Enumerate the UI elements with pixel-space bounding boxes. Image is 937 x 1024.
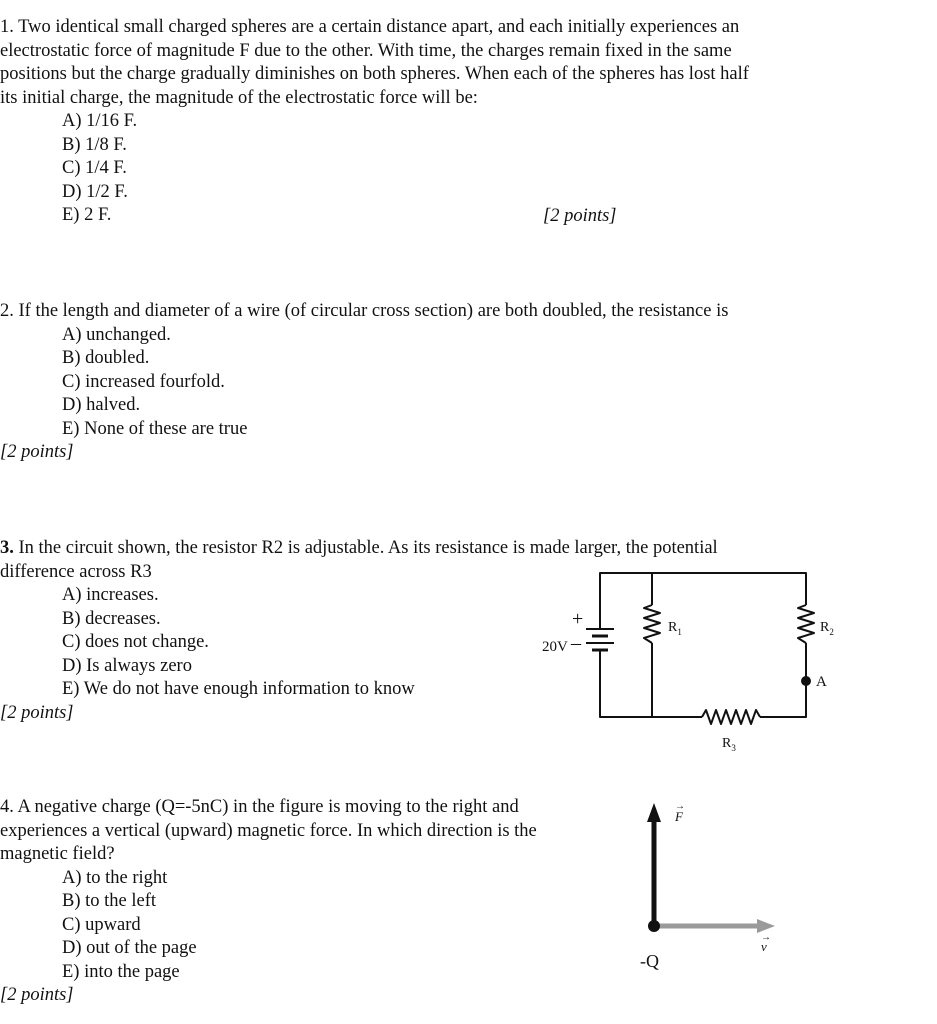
question-1-text-line: 1. Two identical small charged spheres are a certain distance apart, and each initially experiences an xyxy=(0,17,740,37)
option-c[interactable]: C) does not change. xyxy=(62,632,209,652)
question-3-points: [2 points] xyxy=(0,702,74,723)
question-3-text: In the circuit shown, the resistor R2 is adjustable. As its resistance is made larger, the potential xyxy=(13,538,718,558)
velocity-vector-mark: → xyxy=(761,932,771,943)
wire xyxy=(600,573,806,623)
option-c[interactable]: C) upward xyxy=(62,914,141,935)
battery-label: 20V xyxy=(542,639,568,655)
r1-subscript: 1 xyxy=(677,627,682,637)
node-a-dot xyxy=(801,676,811,686)
option-b[interactable]: B) 1/8 F. xyxy=(62,134,127,155)
option-a[interactable]: A) 1/16 F. xyxy=(62,111,138,131)
resistor-r2 xyxy=(798,605,814,643)
question-4 xyxy=(0,796,537,1008)
node-a-label: A xyxy=(816,674,827,690)
r3-letter: R xyxy=(722,736,732,751)
wire xyxy=(760,683,806,717)
r2-label xyxy=(820,620,834,637)
r3-label xyxy=(722,736,736,753)
question-1-text-line: positions but the charge gradually diminishes on both spheres. When each of the spheres has lost half xyxy=(0,64,749,84)
velocity-letter: v xyxy=(761,939,767,954)
question-2-points: [2 points] xyxy=(0,442,74,462)
option-b[interactable]: B) to the left xyxy=(62,891,157,911)
r1-letter: R xyxy=(668,620,678,635)
option-d[interactable]: D) 1/2 F. xyxy=(62,181,128,202)
question-4-text-line: magnetic field? xyxy=(0,844,115,864)
question-1-text-line: electrostatic force of magnitude F due to the other. With time, the charges remain fixed in the same xyxy=(0,40,732,61)
option-a[interactable]: A) unchanged. xyxy=(62,324,171,345)
question-2 xyxy=(0,300,728,465)
question-1-options xyxy=(0,110,749,228)
option-d[interactable]: D) out of the page xyxy=(62,938,197,958)
charge-dot xyxy=(648,920,660,932)
resistor-r1 xyxy=(644,605,660,643)
battery-plus: + xyxy=(572,608,584,630)
option-e[interactable]: E) 2 F. xyxy=(62,205,112,225)
question-3-text-line xyxy=(0,537,718,561)
question-4-points: [2 points] xyxy=(0,985,74,1005)
r2-subscript: 2 xyxy=(829,627,834,637)
question-3-number: 3. xyxy=(0,538,14,558)
force-letter: F xyxy=(675,809,683,824)
option-c[interactable]: C) increased fourfold. xyxy=(62,371,225,392)
force-vector-mark: → xyxy=(675,801,685,812)
option-c[interactable]: C) 1/4 F. xyxy=(62,158,127,178)
resistor-r3 xyxy=(702,710,760,724)
question-2-text-line: 2. If the length and diameter of a wire (of circular cross section) are both doubled, the resistance is xyxy=(0,301,729,321)
option-e[interactable]: E) into the page xyxy=(62,961,180,982)
r1-label xyxy=(668,620,682,637)
force-velocity-figure xyxy=(630,795,790,985)
question-2-options xyxy=(0,324,728,442)
option-a[interactable]: A) to the right xyxy=(62,867,168,888)
option-a[interactable]: A) increases. xyxy=(62,585,159,605)
force-arrow-head xyxy=(647,803,661,822)
r3-subscript: 3 xyxy=(731,743,736,753)
charge-label: -Q xyxy=(640,951,659,971)
question-1 xyxy=(0,16,749,228)
question-4-options xyxy=(0,867,537,985)
question-1-text-line: its initial charge, the magnitude of the electrostatic force will be: xyxy=(0,87,478,108)
question-4-text-line: 4. A negative charge (Q=-5nC) in the figure is moving to the right and xyxy=(0,797,519,817)
velocity-arrow-head xyxy=(757,919,775,933)
option-b[interactable]: B) decreases. xyxy=(62,608,161,629)
question-3-text-line: difference across R3 xyxy=(0,561,152,582)
r2-letter: R xyxy=(820,620,830,635)
circuit-diagram xyxy=(530,565,850,765)
question-4-text-line: experiences a vertical (upward) magnetic force. In which direction is the xyxy=(0,820,537,841)
option-b[interactable]: B) doubled. xyxy=(62,348,150,368)
option-e[interactable]: E) We do not have enough information to know xyxy=(62,679,415,699)
option-e[interactable]: E) None of these are true xyxy=(62,418,248,439)
option-d[interactable]: D) halved. xyxy=(62,395,141,415)
battery-minus: – xyxy=(571,632,581,654)
question-1-points: [2 points] xyxy=(543,206,617,226)
option-d[interactable]: D) Is always zero xyxy=(62,655,192,676)
